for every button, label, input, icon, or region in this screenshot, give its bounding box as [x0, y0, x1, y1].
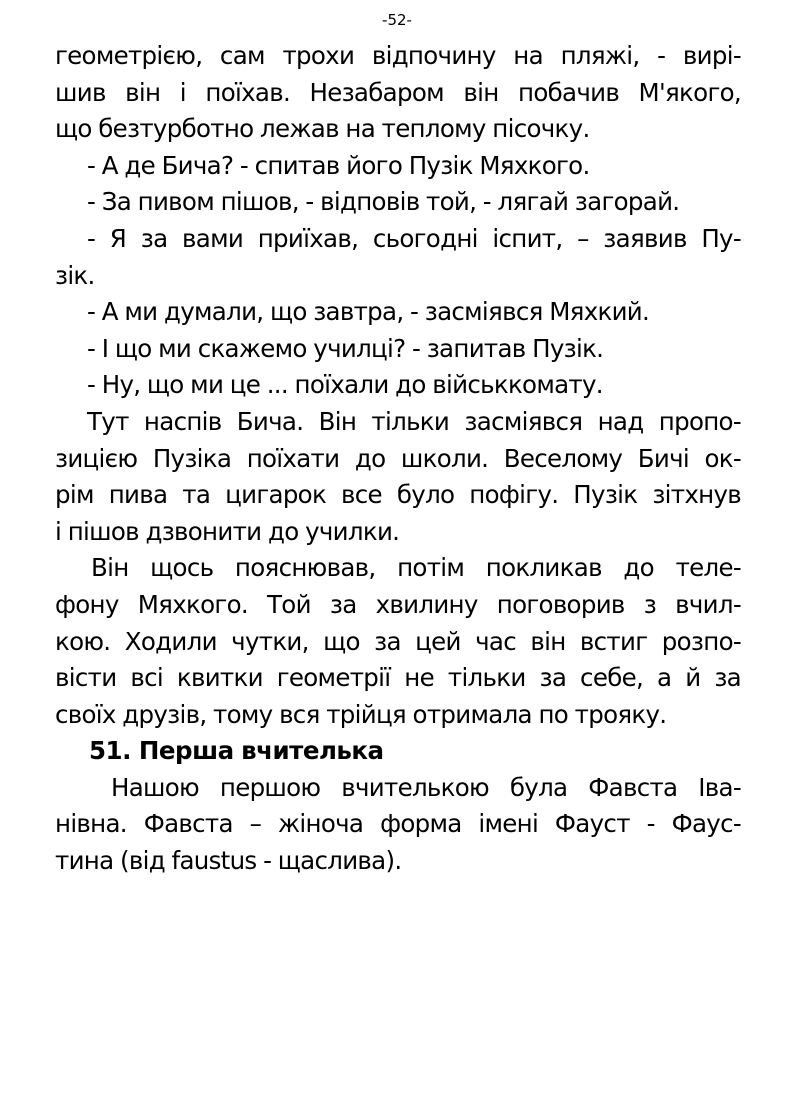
- paragraph: [55, 550, 741, 733]
- paragraph: [55, 770, 741, 880]
- dialogue-line: [55, 184, 741, 221]
- section-number: 51.: [89, 736, 131, 766]
- text-line: - Ну, що ми це ... поїхали до військкомату.: [87, 370, 603, 400]
- text-line: Тут наспів Бича. Він тільки засміявся над пропо-: [87, 406, 741, 436]
- text-line: нівна. Фавста – жіноча форма імені Фауст - Фаус-: [55, 809, 741, 839]
- paragraph: [55, 38, 741, 148]
- text-line: зицією Пузіка поїхати до школи. Веселому Бичі ок-: [55, 443, 741, 473]
- text-line: - Я за вами приїхав, сьогодні іспит, – заявив Пу-: [87, 223, 741, 253]
- text-line: і пішов дзвонити до училки.: [55, 516, 400, 546]
- page-content: [55, 38, 741, 880]
- dialogue-line: [55, 221, 741, 294]
- dialogue-line: [55, 294, 741, 331]
- section-heading: [55, 733, 741, 770]
- text-line: зік.: [55, 260, 95, 290]
- text-line: своїх друзів, тому вся трійця отримала по трояку.: [55, 699, 667, 729]
- text-line: - І що ми скажемо училці? - запитав Пузік.: [87, 333, 604, 363]
- text-line: що безтурботно лежав на теплому пісочку.: [55, 114, 590, 144]
- text-line: - За пивом пішов, - відповів той, - лягай загорай.: [87, 187, 680, 217]
- text-line: тина (від faustus - щаслива).: [55, 846, 402, 876]
- text-line: кою. Ходили чутки, що за цей час він встиг розпо-: [55, 626, 741, 656]
- text-line: рім пива та цигарок все було пофігу. Пузік зітхнув: [55, 480, 741, 510]
- text-line: - А де Бича? - спитав його Пузік Мяхкого.: [87, 150, 590, 180]
- page-number: -52-: [382, 11, 412, 29]
- text-line: геометрією, сам трохи відпочину на пляжі, - вирі-: [55, 41, 741, 70]
- text-line: вісти всі квитки геометрії не тільки за себе, а й за: [55, 663, 741, 693]
- section-title: Перша вчителька: [138, 736, 384, 766]
- dialogue-line: [55, 148, 741, 185]
- paragraph: [55, 404, 741, 550]
- dialogue-line: [55, 331, 741, 368]
- text-line: Нашою першою вчителькою була Фавста Іва-: [111, 772, 741, 802]
- dialogue-line: [55, 367, 741, 404]
- text-line: фону Мяхкого. Той за хвилину поговорив з вчил-: [55, 589, 741, 619]
- text-line: - А ми думали, що завтра, - засміявся Мяхкий.: [87, 297, 650, 327]
- text-line: шив він і поїхав. Незабаром він побачив М'якого,: [55, 77, 741, 107]
- text-line: Він щось пояснював, потім покликав до теле-: [91, 553, 741, 583]
